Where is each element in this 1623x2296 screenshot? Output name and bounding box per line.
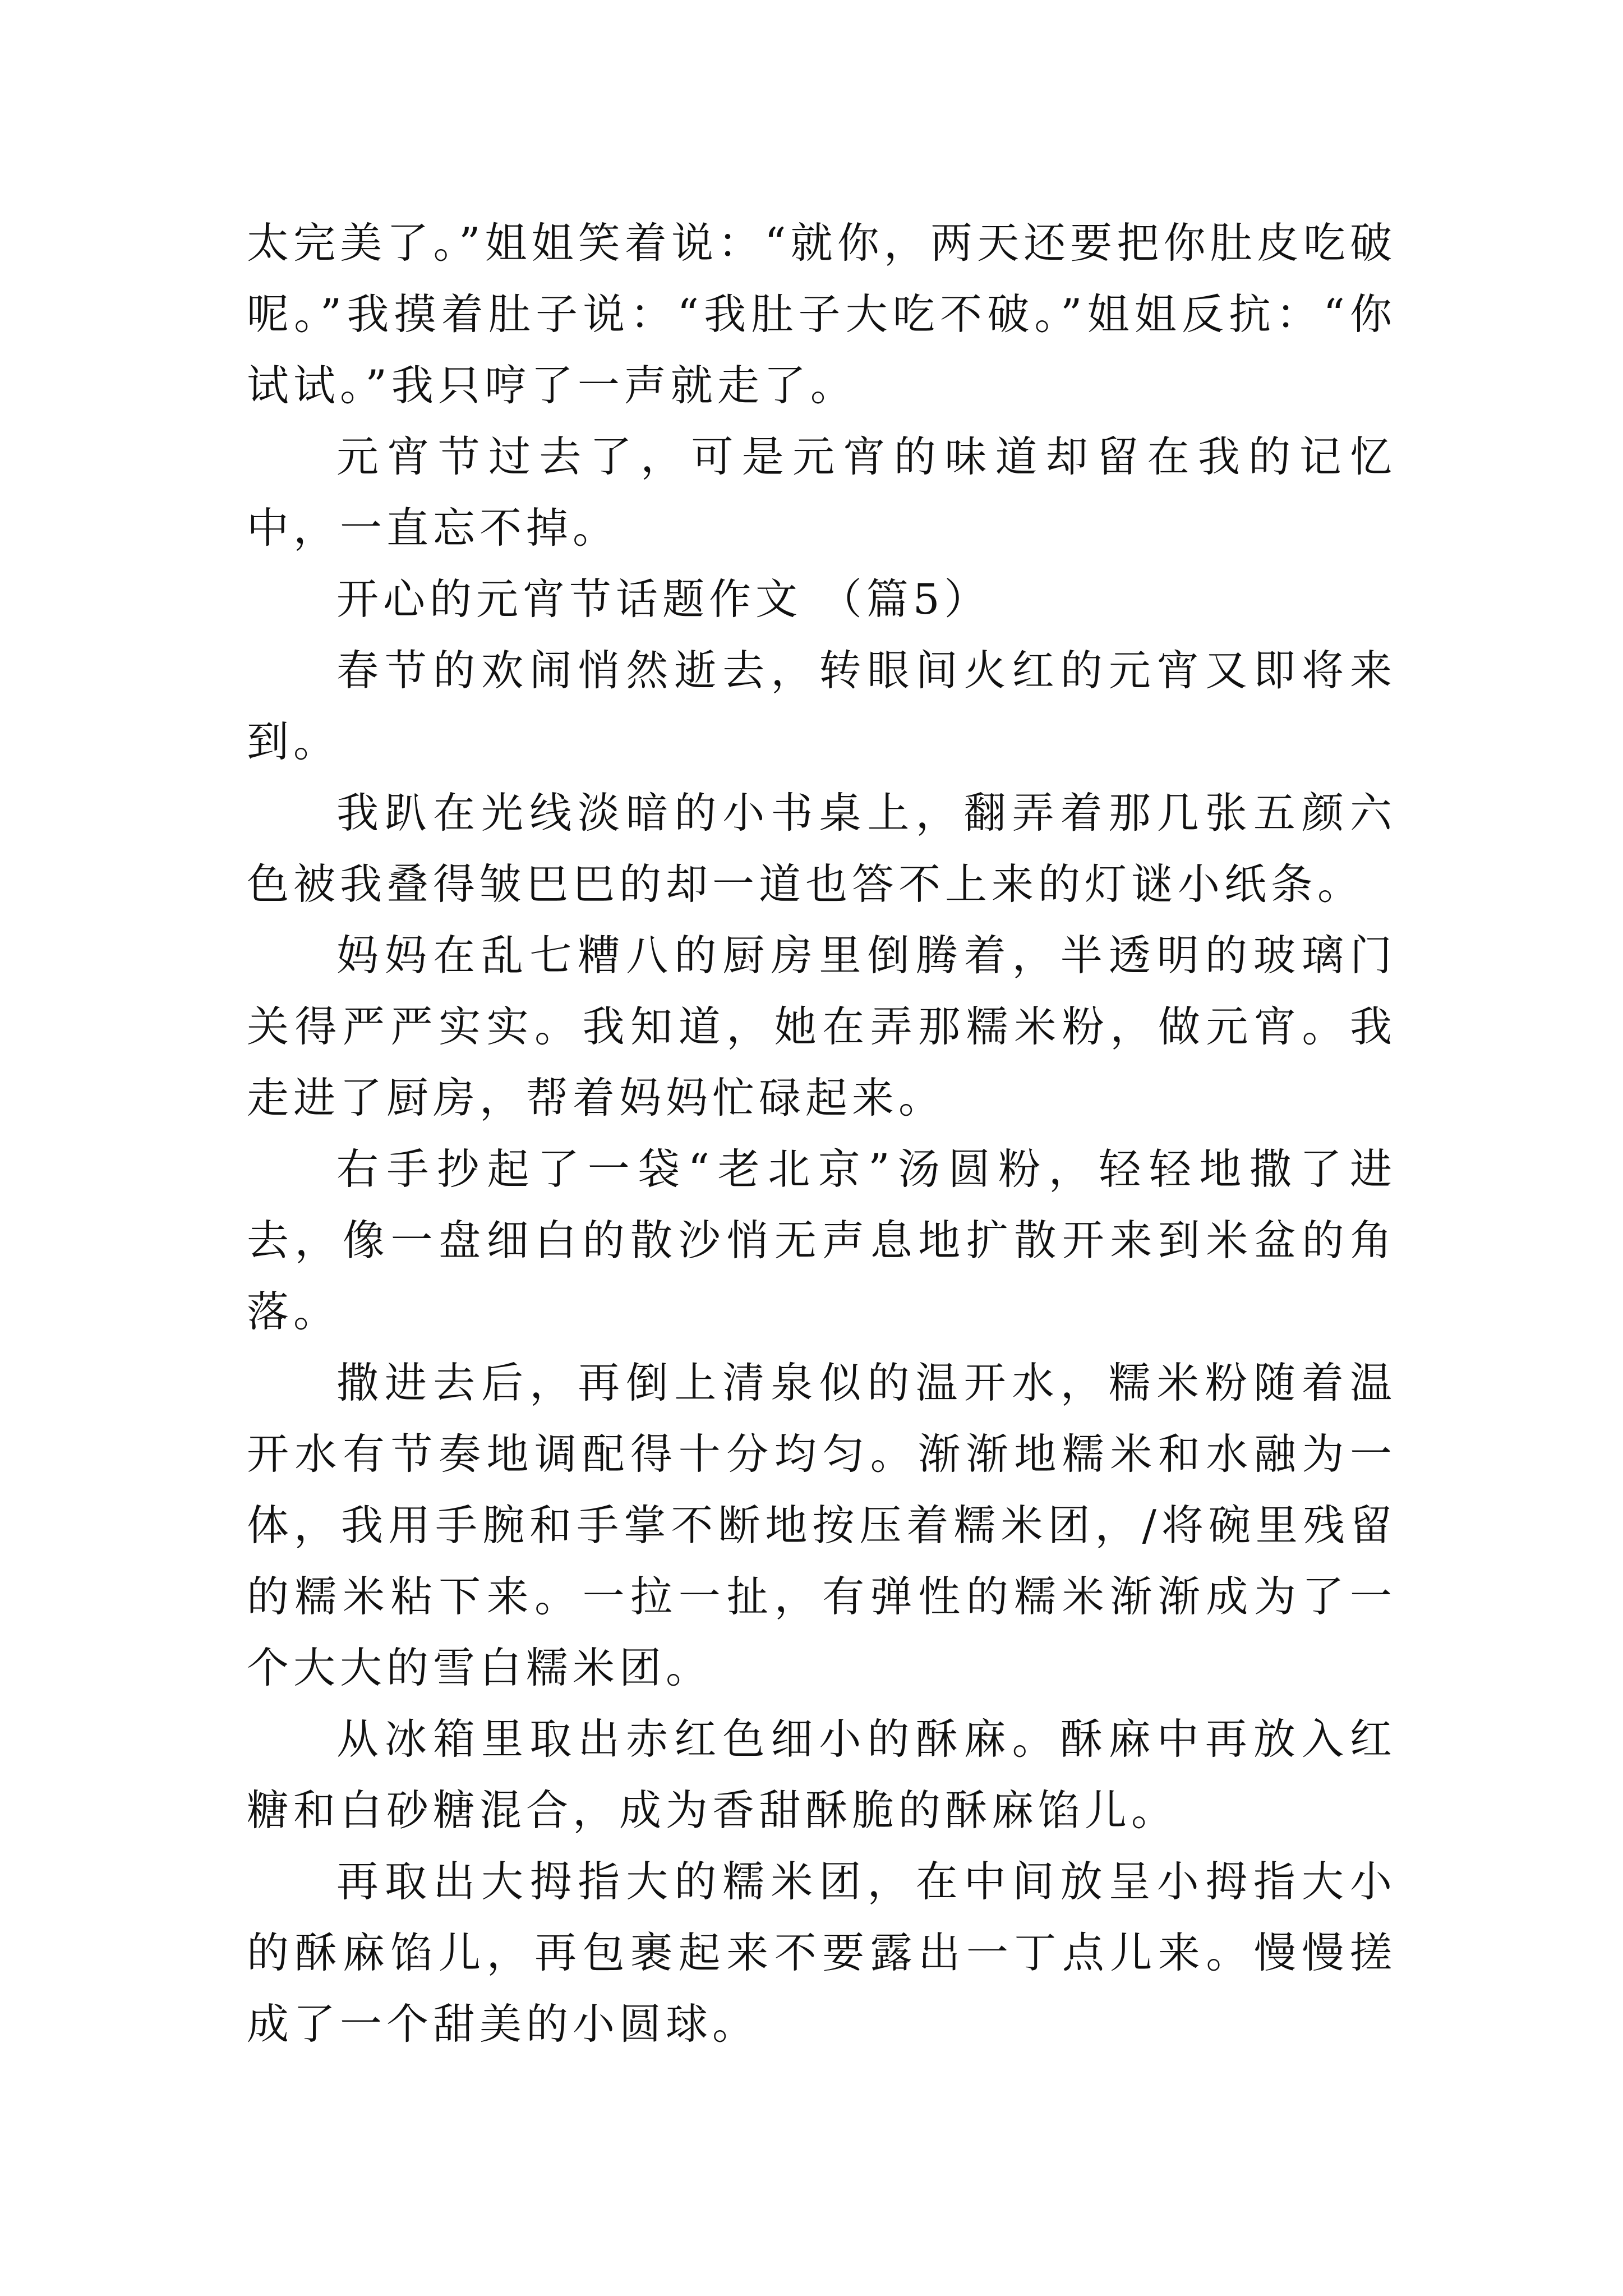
paragraph-9: 再取出大拇指大的糯米团，在中间放呈小拇指大小的酥麻馅儿，再包裹起来不要露出一丁点儿来。慢慢搓成了一个甜美的小圆球。 <box>247 1857 1396 2049</box>
paragraph-6: 右手抄起了一袋“老北京”汤圆粉，轻轻地撒了进去，像一盘细白的散沙悄无声息地扩散开来到米盆的角落。 <box>247 1144 1396 1336</box>
paragraph-4: 我趴在光线淡暗的小书桌上，翻弄着那几张五颜六色被我叠得皱巴巴的却一道也答不上来的灯谜小纸条。 <box>247 788 1396 909</box>
paragraph-5: 妈妈在乱七糟八的厨房里倒腾着，半透明的玻璃门关得严严实实。我知道，她在弄那糯米粉，做元宵。我走进了厨房，帮着妈妈忙碌起来。 <box>247 931 1396 1122</box>
paragraph-3: 春节的欢闹悄然逝去，转眼间火红的元宵又即将来到。 <box>247 646 1396 766</box>
document-body <box>247 208 1396 2060</box>
paragraph-1: 太完美了。”姐姐笑着说：“就你，两天还要把你肚皮吃破呢。”我摸着肚子说：“我肚子大吃不破。”姐姐反抗：“你试试。”我只哼了一声就走了。 <box>247 218 1396 410</box>
paragraph-2: 元宵节过去了，可是元宵的味道却留在我的记忆中，一直忘不掉。 <box>247 432 1396 553</box>
paragraph-8: 从冰箱里取出赤红色细小的酥麻。酥麻中再放入红糖和白砂糖混合，成为香甜酥脆的酥麻馅儿。 <box>247 1714 1396 1835</box>
paragraph-7: 撒进去后，再倒上清泉似的温开水，糯米粉随着温开水有节奏地调配得十分均匀。渐渐地糯米和水融为一体，我用手腕和手掌不断地按压着糯米团，/将碗里残留的糯米粘下来。一拉一扯，有弹性的糯米渐渐成为了一个大大的雪白糯米团。 <box>247 1358 1396 1692</box>
essay-heading: 开心的元宵节话题作文 （篇5） <box>336 574 991 624</box>
